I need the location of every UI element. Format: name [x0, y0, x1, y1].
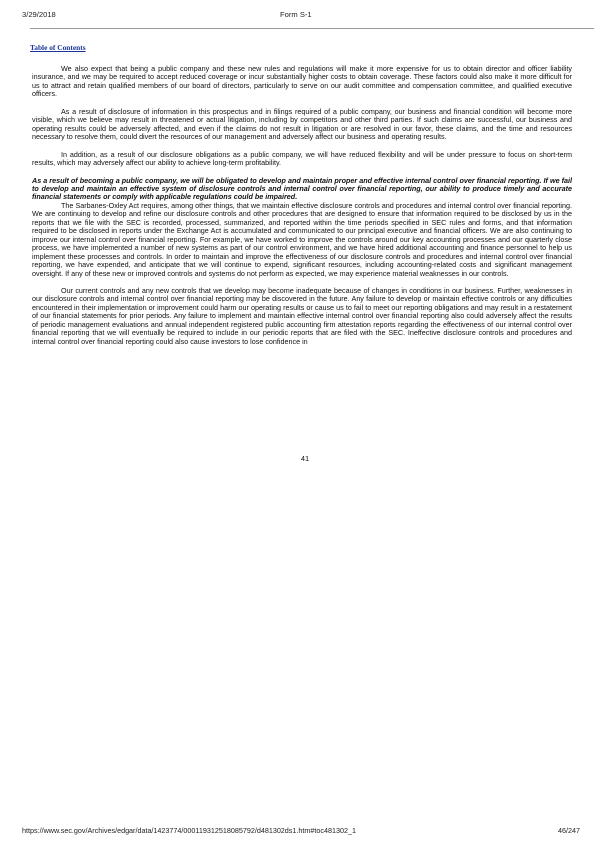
paragraph-sarbanes-oxley: The Sarbanes-Oxley Act requires, among other things, that we maintain effective disclosure controls and procedures and internal control over financial reporting. We are continuing to develop and refine our disclosure controls and other procedures that are designed to ensure that information required to be disclosed by us in the reports that we file with the SEC is recorded, processed, summarized, and reported within the time periods specified in SEC rules and forms, and that information required to be disclosed in reports under the Exchange Act is accumulated and communicated to our principal executive and financial officers. We are also continuing to improve our internal control over financial reporting. For example, we have worked to improve the controls around our key accounting processes and our quarterly close process, we have implemented a number of new systems as part of our control environment, and we have hired additional accounting and finance personnel to help us implement these processes and controls. In order to maintain and improve the effectiveness of our disclosure controls and procedures and internal control over financial reporting, we have expended, and anticipate that we will continue to expend, significant resources, including accounting-related costs and significant management oversight. If any of these new or improved controls and systems do not perform as expected, we may experience material weaknesses in our controls. — [32, 200, 572, 278]
paragraph-insurance-costs: We also expect that being a public company and these new rules and regulations will make it more expensive for us to obtain director and officer liability insurance, and we may be required to accept reduced coverage or incur substantially higher costs to obtain coverage. These factors could also make it more difficult for us to attract and retain qualified members of our board of directors, particularly to serve on our audit committee and compensation committee, and qualified executive officers. — [32, 64, 572, 99]
header-title: Form S-1 — [280, 10, 312, 19]
paragraph-litigation-risk: As a result of disclosure of information in this prospectus and in filings required of a public company, our business and financial condition will become more visible, which we believe may result in threatened or actual litigation, including by competitors and other third parties. If such claims are successful, our business and operating results could be adversely affected, and even if the claims do not result in litigation or are resolved in our favor, these claims, and the time and resources necessary to resolve them, could divert the resources of our management and adversely affect our business and operating results. — [32, 106, 572, 142]
risk-factor-heading: As a result of becoming a public company, we will be obligated to develop and maintain proper and effective internal control over financial reporting. If we fail to develop and maintain an effective system of disclosure controls and internal control over financial reporting, our ability to produce timely and accurate financial statements or comply with applicable regulations could be impaired. — [32, 175, 572, 202]
table-of-contents-link[interactable]: Table of Contents — [30, 43, 86, 52]
paragraph-short-term-pressure: In addition, as a result of our disclosure obligations as a public company, we will have reduced flexibility and will be under pressure to focus on short-term results, which may adversely affect our ability to achieve long-term profitability. — [32, 149, 572, 168]
document-body — [32, 65, 572, 355]
page-number: 41 — [300, 454, 310, 463]
paragraph-control-weaknesses: Our current controls and any new controls that we develop may become inadequate because of changes in conditions in our business. Further, weaknesses in our disclosure controls and internal control over financial reporting may be discovered in the future. Any failure to develop or maintain effective controls or any difficulties encountered in their implementation or improvement could harm our operating results or cause us to fail to meet our reporting obligations and may result in a restatement of our financial statements for prior periods. Any failure to implement and maintain effective internal control over financial reporting also could adversely affect the results of periodic management evaluations and annual independent registered public accounting firm attestation reports regarding the effectiveness of our internal control over financial reporting that we will eventually be required to include in our periodic reports that are filed with the SEC. Ineffective disclosure controls and procedures and internal control over financial reporting could also cause investors to lose confidence in — [32, 285, 572, 346]
footer-page-count: 46/247 — [558, 826, 580, 835]
header-date: 3/29/2018 — [22, 10, 56, 19]
header-divider — [30, 28, 594, 29]
footer-url: https://www.sec.gov/Archives/edgar/data/1423774/000119312518085792/d481302ds1.htm#toc481302_1 — [22, 826, 356, 835]
